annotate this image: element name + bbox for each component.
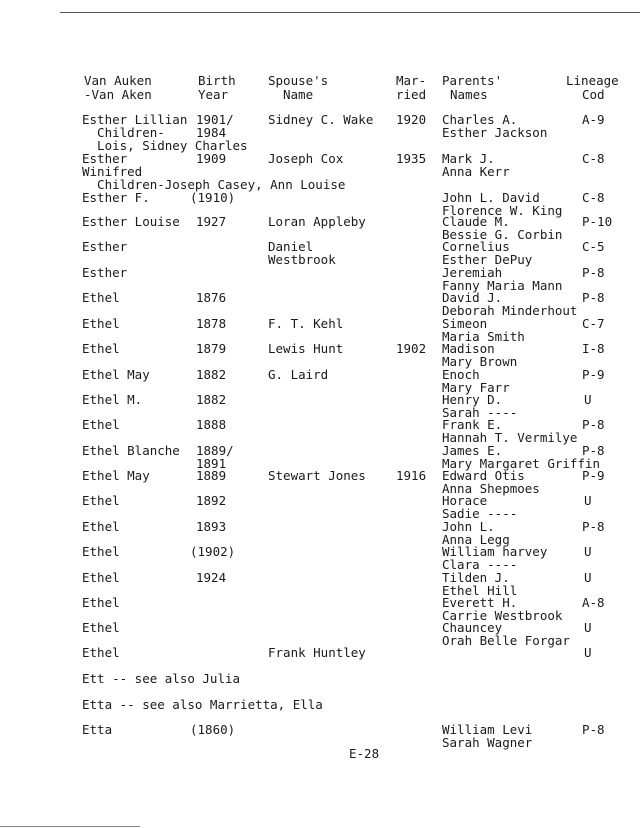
cell-spouse: Lewis Hunt (268, 341, 344, 356)
header-spouse-2: Name (283, 87, 314, 102)
header-birth-2: Year (198, 87, 229, 102)
cell-code: P-8 (582, 443, 605, 458)
cell-parents: Claude M. (442, 214, 510, 229)
cell-code: U (584, 544, 592, 559)
cell-code: U (584, 620, 592, 635)
cell-code: U (584, 645, 592, 660)
cell-birth: 1984 (196, 125, 227, 140)
cell-name: Ethel (82, 595, 120, 610)
cell-parents: Clara ---- (442, 557, 518, 572)
cell-parents: Esther Jackson (442, 125, 548, 140)
cell-name: Esther Lillian (82, 112, 188, 127)
cell-married: 1916 (396, 468, 427, 483)
cell-parents: John L. (442, 519, 495, 534)
cell-parents: Tilden J. (442, 570, 510, 585)
cell-code: U (584, 493, 592, 508)
page-number: E-28 (349, 746, 380, 761)
top-rule (60, 12, 640, 13)
cell-birth: 1876 (196, 290, 227, 305)
cell-code: A-9 (582, 112, 605, 127)
cell-parents: Mark J. (442, 151, 495, 166)
cell-birth: 1882 (196, 392, 227, 407)
cell-parents: Bessie G. Corbin (442, 227, 563, 242)
cell-name: Ethel (82, 341, 120, 356)
cell-parents: Anna Shepmoes (442, 481, 540, 496)
cell-birth: 1888 (196, 417, 227, 432)
cell-parents: Anna Kerr (442, 164, 510, 179)
header-lineage-2: Cod (582, 87, 605, 102)
cell-parents: Fanny Maria Mann (442, 278, 563, 293)
cell-name: Winifred (82, 164, 143, 179)
cell-name: Ethel (82, 316, 120, 331)
cell-birth: (1910) (190, 190, 236, 205)
cell-spouse: Sidney C. Wake (268, 112, 374, 127)
cell-parents: James E. (442, 443, 503, 458)
cell-code: C-8 (582, 190, 605, 205)
cell-parents: Sarah ---- (442, 405, 518, 420)
cell-name: Ethel (82, 493, 120, 508)
cell-name: Ethel (82, 544, 120, 559)
cell-name: Ethel May (82, 367, 150, 382)
header-birth-1: Birth (198, 73, 236, 88)
header-parents-2: Names (450, 87, 488, 102)
cell-parents: Hannah T. Vermilye (442, 430, 578, 445)
cell-code: A-8 (582, 595, 605, 610)
cell-birth: 1924 (196, 570, 227, 585)
cell-birth: 1909 (196, 151, 227, 166)
cell-spouse: Loran Appleby (268, 214, 366, 229)
cell-name: Ethel Blanche (82, 443, 180, 458)
cell-parents: Jeremiah (442, 265, 503, 280)
cell-parents: Henry D. (442, 392, 503, 407)
cell-married: 1920 (396, 112, 427, 127)
cell-spouse: Stewart Jones (268, 468, 366, 483)
cell-birth: 1893 (196, 519, 227, 534)
cell-spouse: Joseph Cox (268, 151, 344, 166)
cell-code: P-10 (582, 214, 613, 229)
cell-name: Ethel (82, 645, 120, 660)
cell-code: C-8 (582, 151, 605, 166)
cell-birth: 1878 (196, 316, 227, 331)
cell-birth: (1860) (190, 722, 236, 737)
cell-birth: 1901/ (196, 112, 234, 127)
cell-name: Esther F. (82, 190, 150, 205)
cell-parents: Charles A. (442, 112, 518, 127)
cell-name: Etta -- see also Marrietta, Ella (82, 697, 323, 712)
cell-name: Ethel May (82, 468, 150, 483)
cell-parents: Horace (442, 493, 488, 508)
cell-birth: 1892 (196, 493, 227, 508)
header-name-2: -Van Aken (84, 87, 152, 102)
cell-name: Ett -- see also Julia (82, 671, 241, 686)
cell-name: Esther (82, 151, 128, 166)
cell-parents: Cornelius (442, 239, 510, 254)
cell-parents: Everett H. (442, 595, 518, 610)
cell-spouse: Frank Huntley (268, 645, 366, 660)
cell-parents: Esther DePuy (442, 252, 533, 267)
cell-code: C-7 (582, 316, 605, 331)
cell-parents: Mary Brown (442, 354, 518, 369)
cell-parents: Mary Margaret Griffin (442, 456, 601, 471)
cell-parents: William harvey (442, 544, 548, 559)
cell-parents: David J. (442, 290, 503, 305)
cell-spouse: F. T. Kehl (268, 316, 344, 331)
cell-parents: Enoch (442, 367, 480, 382)
header-parents-1: Parents' (442, 73, 503, 88)
header-lineage-1: Lineage (566, 73, 619, 88)
cell-code: P-9 (582, 367, 605, 382)
cell-code: P-8 (582, 519, 605, 534)
cell-name: Lois, Sidney Charles (82, 138, 248, 153)
cell-name: Esther (82, 265, 128, 280)
cell-name: Ethel (82, 519, 120, 534)
cell-name: Esther Louise (82, 214, 180, 229)
cell-parents: Sarah Wagner (442, 735, 533, 750)
cell-parents: Deborah Minderhout (442, 303, 578, 318)
cell-birth: 1889/ (196, 443, 234, 458)
cell-parents: Mary Farr (442, 380, 510, 395)
cell-code: P-9 (582, 468, 605, 483)
cell-parents: Florence W. King (442, 203, 563, 218)
cell-spouse: Westbrook (268, 252, 336, 267)
cell-parents: Orah Belle Forgar (442, 633, 570, 648)
cell-birth: 1889 (196, 468, 227, 483)
cell-parents: Frank E. (442, 417, 503, 432)
cell-parents: John L. David (442, 190, 540, 205)
cell-birth: 1882 (196, 367, 227, 382)
cell-parents: Ethel Hill (442, 583, 518, 598)
header-married-2: ried (396, 87, 427, 102)
cell-parents: Anna Legg (442, 532, 510, 547)
cell-parents: Carrie Westbrook (442, 608, 563, 623)
cell-spouse: Daniel (268, 239, 314, 254)
cell-parents: Edward Otis (442, 468, 525, 483)
cell-code: P-8 (582, 290, 605, 305)
cell-name: Esther (82, 239, 128, 254)
cell-parents: Sadie ---- (442, 506, 518, 521)
cell-code: P-8 (582, 722, 605, 737)
header-married-1: Mar- (396, 73, 427, 88)
cell-name: Ethel M. (82, 392, 143, 407)
header-spouse-1: Spouse's (268, 73, 329, 88)
cell-birth: 1927 (196, 214, 227, 229)
cell-parents: Simeon (442, 316, 488, 331)
cell-married: 1935 (396, 151, 427, 166)
cell-birth: 1891 (196, 456, 227, 471)
cell-birth: (1902) (190, 544, 236, 559)
header-name-1: Van Auken (84, 73, 152, 88)
cell-birth: 1879 (196, 341, 227, 356)
cell-name: Children-Joseph Casey, Ann Louise (82, 177, 346, 192)
cell-name: Ethel (82, 417, 120, 432)
cell-name: Ethel (82, 620, 120, 635)
cell-parents: William Levi (442, 722, 533, 737)
cell-code: P-8 (582, 265, 605, 280)
bottom-rule (0, 826, 140, 827)
cell-code: I-8 (582, 341, 605, 356)
cell-code: P-8 (582, 417, 605, 432)
cell-code: U (584, 570, 592, 585)
cell-name: Etta (82, 722, 113, 737)
cell-name: Ethel (82, 570, 120, 585)
cell-code: C-5 (582, 239, 605, 254)
cell-code: U (584, 392, 592, 407)
cell-spouse: G. Laird (268, 367, 329, 382)
cell-name: Children- (82, 125, 165, 140)
cell-parents: Madison (442, 341, 495, 356)
cell-married: 1902 (396, 341, 427, 356)
cell-name: Ethel (82, 290, 120, 305)
cell-parents: Maria Smith (442, 329, 525, 344)
cell-parents: Chauncey (442, 620, 503, 635)
